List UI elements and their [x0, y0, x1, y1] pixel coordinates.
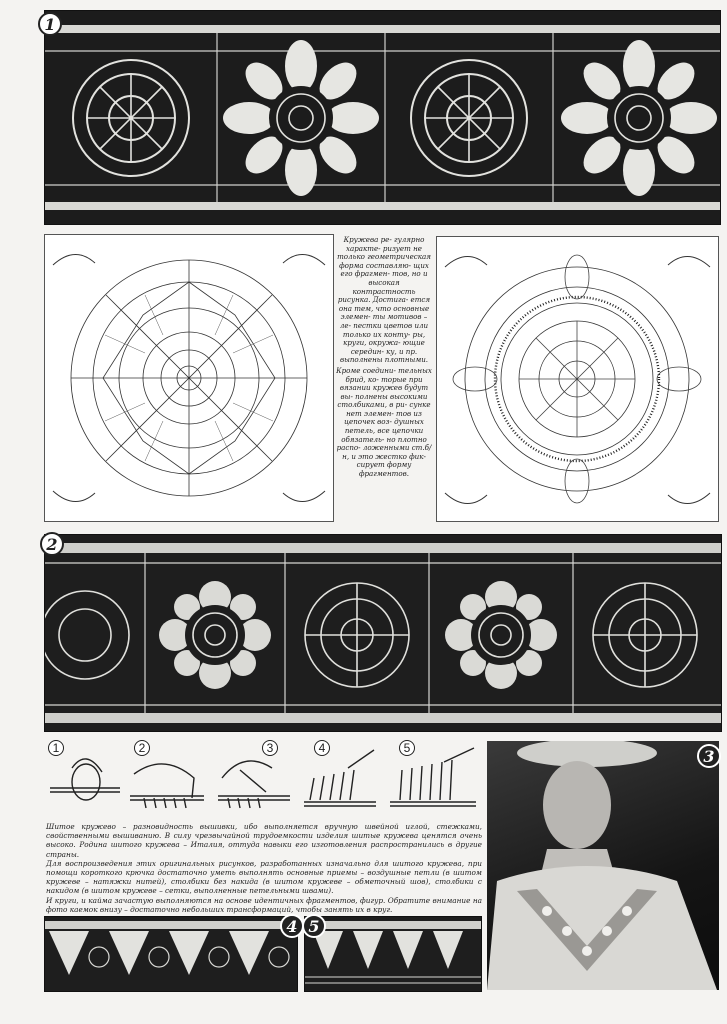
crochet-chart-left-diagram: [45, 235, 333, 521]
intro-text: [336, 236, 432, 522]
body-paragraph-3: И круги, и кайма зачастую выполняются на основе идентичных фрагментов, фигур. Обратите внимание на фото каемок внизу – достаточно небольших трансформаций, чтобы занять их в круг.: [46, 895, 482, 914]
stitch-steps-drawing: [44, 738, 484, 818]
lace-strip-5-pattern: [305, 917, 481, 991]
intro-paragraph-2: Кроме соедини- тельных брид, ко- торые при вязании кружев будут вы- полнены высокими столбиками, в ри- сунке нет элемен- тов из цепочек воз- душных петель, все цепочки обязатель- но плотно распо- ложенными ст.б/н, и это жестко фик- сирует форму фрагментов.: [336, 365, 432, 479]
step-number-2: 2: [134, 740, 150, 756]
badge-4: 4: [280, 914, 304, 938]
lace-strip-4-pattern: [45, 917, 297, 991]
body-paragraph-2: Для воспроизведения этих оригинальных рисунков, разработанных изначально для шитого кружева, при помощи короткого крючка достаточно уметь выполнять основные приемы – воздушные петли (в шитом кружеве – натяжки нитей), столбики без накида (в шитом кружеве – обметочный шов), столбики с накидом (в шитом кружеве – сетки, выполненные петельными швами).: [46, 858, 482, 896]
badge-5: 5: [302, 914, 326, 938]
crochet-chart-right: [436, 236, 719, 522]
body-paragraph-1: Шитое кружево – разновидность вышивки, ибо выполняется вручную швейной иглой, стежками, свойственными вышиванию. В силу чрезвычайной трудоемкости изделия шитые кружева ценятся очень высоко. Родина шитого кружева – Италия, оттуда навыки его изготовления распространились в другие страны.: [46, 822, 482, 859]
lace-band-1-pattern: [45, 11, 720, 224]
crochet-chart-right-diagram: [437, 237, 718, 521]
step-number-4: 4: [314, 740, 330, 756]
step-number-3: 3: [262, 740, 278, 756]
body-text: [46, 822, 482, 912]
lace-band-1: [44, 10, 721, 225]
lace-band-2: [44, 534, 722, 732]
lace-strip-4: [44, 916, 298, 992]
vintage-photo-figure: [487, 741, 719, 990]
crochet-chart-left: [44, 234, 334, 522]
stitch-steps: [44, 738, 484, 818]
step-number-5: 5: [399, 740, 415, 756]
badge-3: 3: [697, 744, 721, 768]
lace-strip-5: [304, 916, 482, 992]
lace-band-2-pattern: [45, 535, 721, 731]
vintage-photo: [487, 741, 719, 990]
step-number-1: 1: [48, 740, 64, 756]
badge-1: 1: [38, 12, 62, 36]
intro-paragraph-1: Кружева ре- гулярно характе- ризует не только геометрическая форма составляю- щих его фрагмен- тов, но и высокая контрастность рисунка. Достига- ется она тем, что основные элемен- ты мотивов – ле- пестки цветов или только их конту- ры, круги, окружа- ющие середин- ку, и пр. выполнены плотными.: [337, 235, 431, 365]
badge-2: 2: [40, 532, 64, 556]
